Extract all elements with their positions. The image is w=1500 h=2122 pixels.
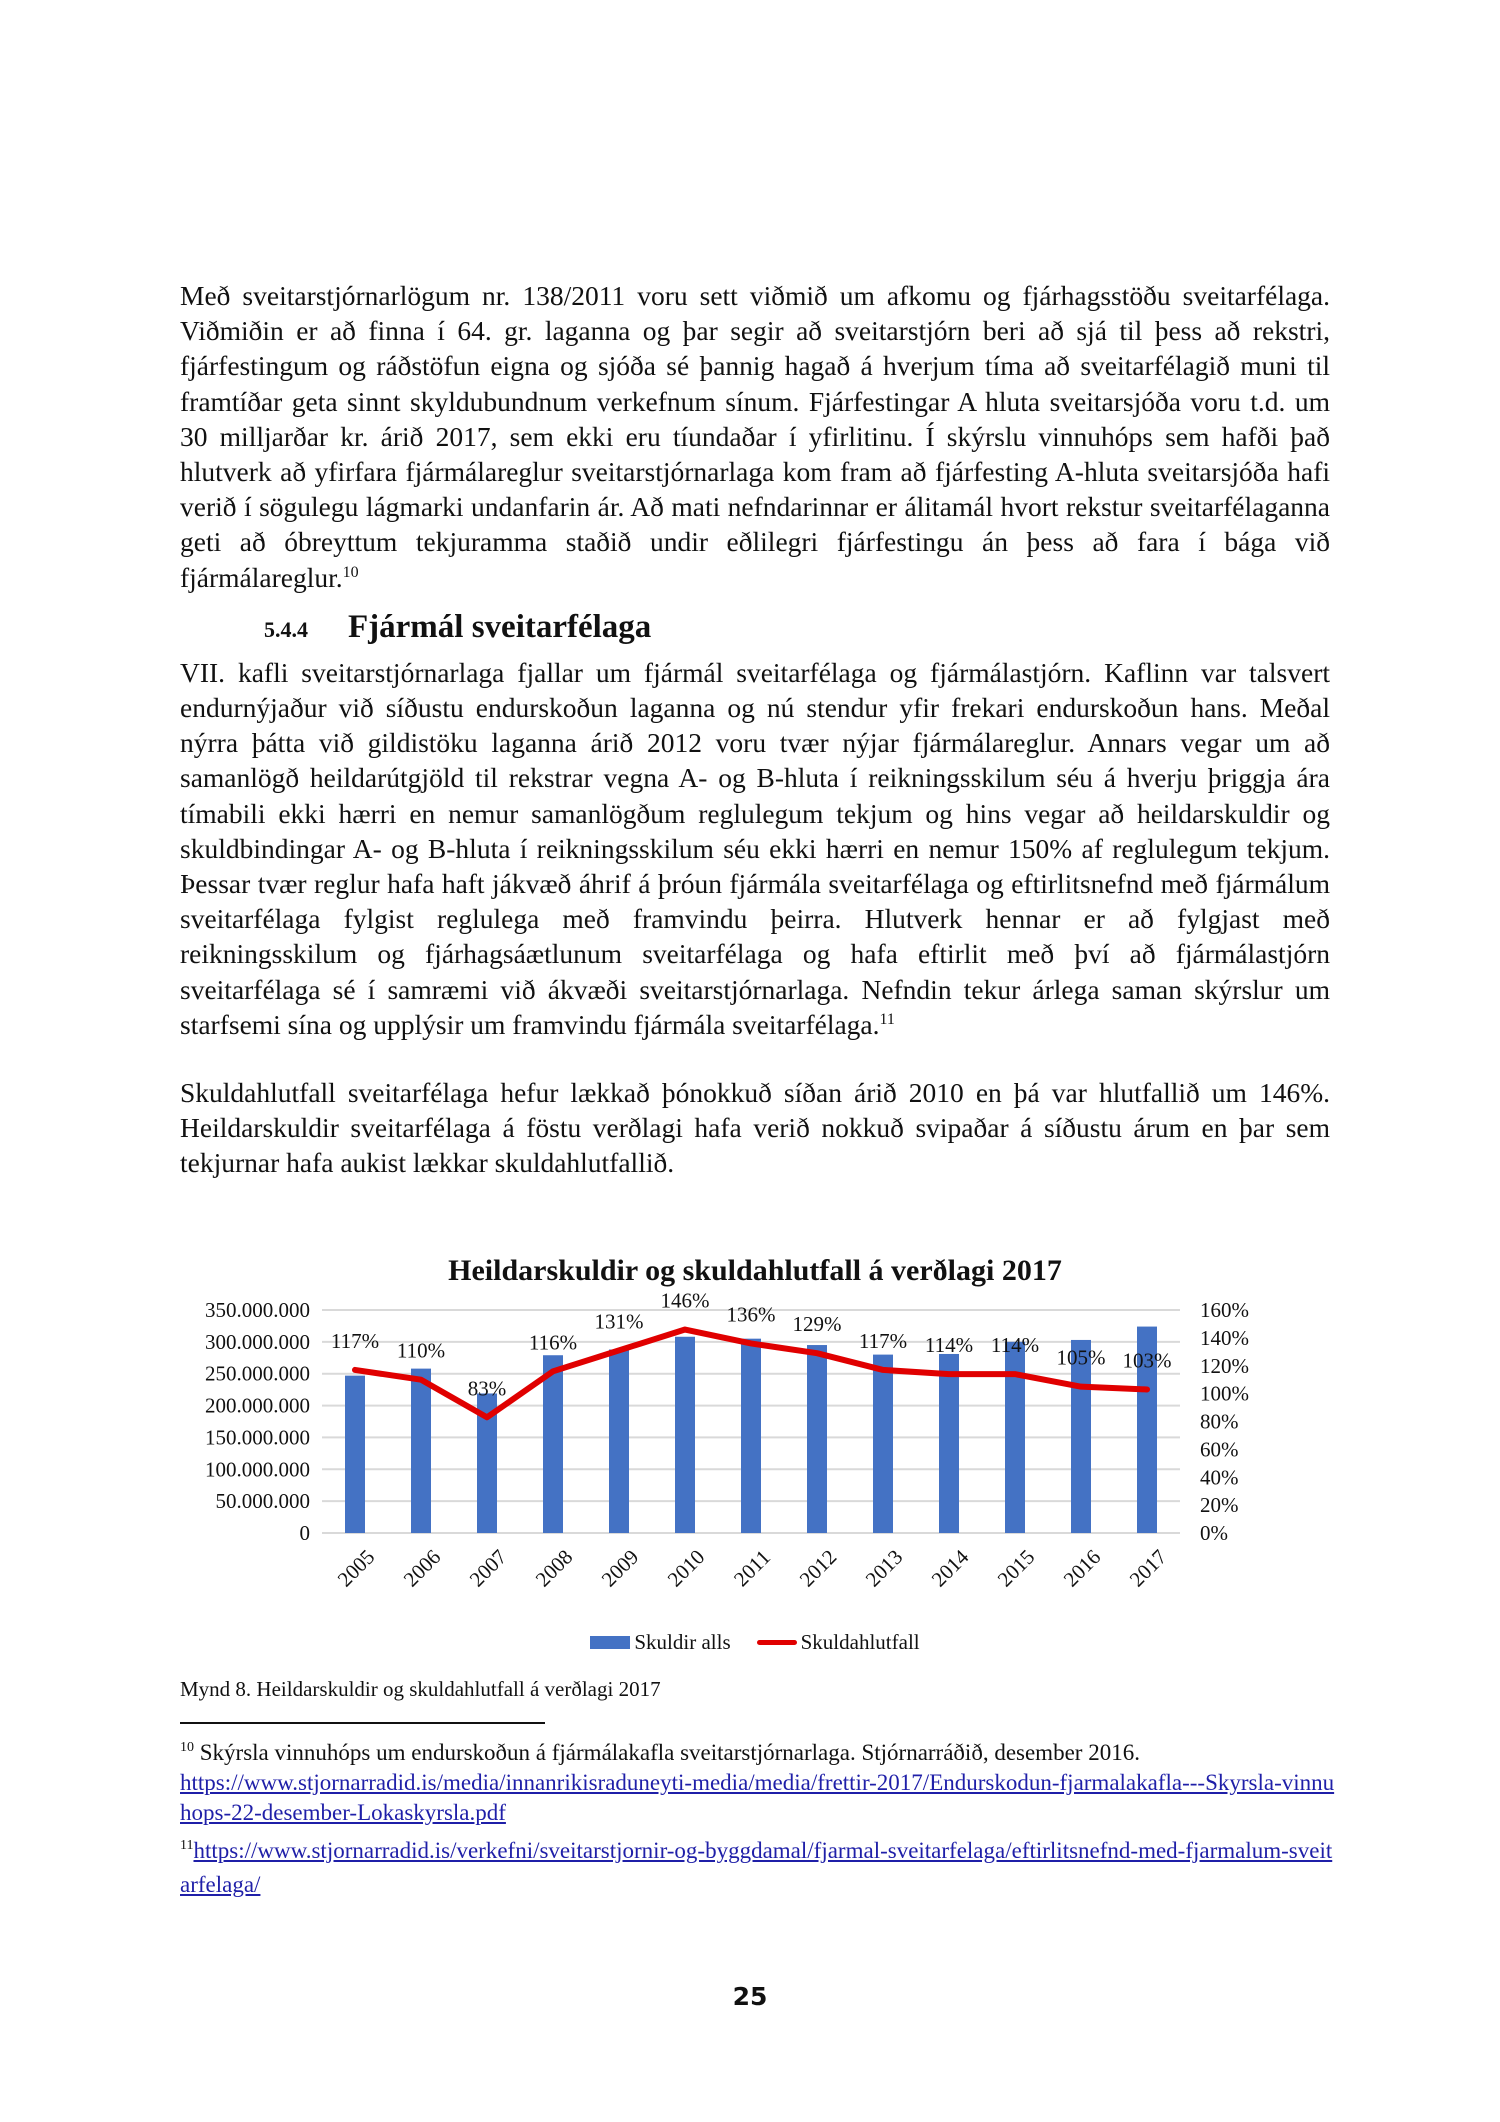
chart-title: Heildarskuldir og skuldahlutfall á verðlagi 2017 [448,1254,1062,1287]
left-axis-tick: 200.000.000 [205,1393,310,1418]
data-label: 114% [990,1333,1040,1358]
data-label: 110% [396,1338,446,1363]
left-axis-tick: 250.000.000 [205,1361,310,1386]
right-axis-tick: 40% [1200,1465,1239,1490]
section-number: 5.4.4 [264,616,308,642]
x-axis-tick: 2006 [398,1544,446,1592]
left-axis-tick: 300.000.000 [205,1329,310,1354]
bar-2014 [939,1354,959,1533]
x-axis-tick: 2016 [1058,1544,1106,1592]
page-number: 25 [732,1982,768,2011]
legend-label-skuldahlutfall: Skuldahlutfall [800,1630,920,1654]
right-axis-tick: 140% [1200,1325,1249,1350]
bar-2011 [741,1339,761,1533]
data-label: 136% [726,1302,776,1327]
data-label: 105% [1056,1345,1106,1370]
footnote-11-link[interactable]: https://www.stjornarradid.is/verkefni/sveitarstjornir-og-byggdamal/fjarmal-sveitarfelaga/eftirlitsnefnd-med-fjarmalum-sveitarfelaga/ [180,1838,1333,1897]
x-axis-tick: 2015 [992,1544,1040,1592]
x-axis-tick: 2011 [728,1544,776,1592]
section-title: Fjármál sveitarfélaga [348,608,652,645]
data-label: 103% [1122,1348,1172,1373]
legend-item-skuldir [590,1630,730,1655]
x-axis-tick: 2008 [530,1544,578,1592]
chart-plot [150,1248,1360,1628]
footnote-text: Skýrsla vinnuhóps um endurskoðun á fjármálakafla sveitarstjórnarlaga. Stjórnarráðið, desember 2016. [199,1740,1140,1765]
footnote-11 [180,1834,1340,1902]
legend-item-skuldahlutfall [757,1630,920,1655]
x-axis-tick: 2007 [464,1544,512,1592]
right-axis-tick: 60% [1200,1437,1239,1462]
right-axis-tick: 120% [1200,1353,1249,1378]
data-label: 117% [858,1328,908,1353]
bar-2015 [1005,1342,1025,1533]
paragraph-1-text: Með sveitarstjórnarlögum nr. 138/2011 voru sett viðmið um afkomu og fjárhagsstöðu sveitarfélaga. Viðmiðin er að finna í 64. gr. laganna og þar segir að sveitarstjórn beri að sjá til þess að rekstri, fjárfestingum og ráðstöfun eigna og sjóða sé þannig hagað á hverjum tíma að sveitarfélagið muni til framtíðar geta sinnt skyldubundnum verkefnum sínum. Fjárfestingar A hluta sveitarsjóða voru t.d. um 30 milljarðar kr. árið 2017, sem ekki eru tíundaðar í yfirlitinu. Í skýrslu vinnuhóps sem hafði það hlutverk að yfirfara fjármálareglur sveitarstjórnarlaga kom fram að fjárfesting A-hluta sveitarsjóða hafi verið í sögulegu lágmarki undanfarin ár. Að mati nefndarinnar er álitamál hvort rekstur sveitarfélaganna geti að óbreyttum tekjuramma staðið undir eðlilegri fjárfestingu án þess að fara í bága við fjármálareglur. [180,280,1330,593]
x-axis-tick: 2009 [596,1544,644,1592]
right-axis-tick: 80% [1200,1409,1239,1434]
footnote-10-link[interactable]: https://www.stjornarradid.is/media/innanrikisraduneyti-media/media/frettir-2017/Endurskodun-fjarmalakafla---Skyrsla-vinnuhops-22-desember-Lokaskyrsla.pdf [180,1770,1335,1825]
bar-2006 [411,1369,431,1533]
bar-2013 [873,1355,893,1533]
right-axis-tick: 100% [1200,1381,1249,1406]
footnote-separator [180,1722,545,1724]
left-axis-tick: 50.000.000 [215,1489,310,1514]
paragraph-2-text: VII. kafli sveitarstjórnarlaga fjallar um fjármál sveitarfélaga og fjármálastjórn. Kaflinn var talsvert endurnýjaður við síðustu endurskoðun laganna og nú stendur yfir frekari endurskoðun hans. Meðal nýrra þátta við gildistöku laganna árið 2012 voru tvær nýjar fjármálareglur. Annars vegar um að samanlögð heildarútgjöld til rekstrar vegna A- og B-hluta í reikningsskilum séu á hverju þriggja ára tímabili ekki hærri en nemur samanlögðum reglulegum tekjum og hins vegar að heildarskuldir og skuldbindingar A- og B-hluta í reikningsskilum séu ekki hærri en nemur 150% af reglulegum tekjum. Þessar tvær reglur hafa haft jákvæð áhrif á þróun fjármála sveitarfélaga og eftirlitsnefnd með fjármálum sveitarfélaga fylgist reglulega með framvindu þeirra. Hlutverk hennar er að fylgjast með reikningsskilum og fjárhagsáætlunum sveitarfélaga og hafa eftirlit með því að fjármálastjórn sveitarfélaga sé í samræmi við ákvæði sveitarstjórnarlaga. Nefndin tekur árlega saman skýrslur um starfsemi sína og upplýsir um framvindu fjármála sveitarfélaga. [180,656,1330,1040]
left-axis-tick: 100.000.000 [205,1457,310,1482]
document-body [180,278,1330,1181]
footnote-ref-11[interactable]: 11 [879,1010,895,1028]
right-axis-tick: 160% [1200,1298,1249,1322]
footnote-number: 11 [180,1838,194,1853]
combo-chart [150,1248,1360,1718]
footnotes [180,1738,1340,1902]
paragraph-1 [180,278,1330,595]
data-label: 117% [330,1328,380,1353]
bar-swatch-icon [590,1636,630,1649]
footnote-ref-10[interactable]: 10 [342,563,359,581]
chart-legend [150,1630,1360,1655]
x-axis-tick: 2005 [332,1544,380,1592]
paragraph-2 [180,655,1330,1042]
figure-caption: Mynd 8. Heildarskuldir og skuldahlutfall á verðlagi 2017 [180,1677,661,1701]
data-label: 83% [467,1376,507,1401]
section-heading [180,609,1330,655]
left-axis-tick: 150.000.000 [205,1425,310,1450]
data-label: 116% [528,1330,578,1355]
footnote-number: 10 [180,1740,194,1755]
data-label: 131% [594,1309,644,1334]
x-axis-tick: 2017 [1124,1544,1172,1592]
data-label: 146% [660,1288,710,1313]
x-axis-tick: 2010 [662,1544,710,1592]
x-axis-tick: 2014 [926,1544,974,1592]
right-axis-tick: 20% [1200,1493,1239,1518]
bar-2010 [675,1337,695,1533]
line-swatch-icon [757,1640,797,1645]
x-axis-tick: 2013 [860,1544,908,1592]
right-axis-tick: 0% [1200,1521,1228,1545]
bar-2008 [543,1355,563,1533]
paragraph-3: Skuldahlutfall sveitarfélaga hefur lækkað þónokkuð síðan árið 2010 en þá var hlutfallið um 146%. Heildarskuldir sveitarfélaga á föstu verðlagi hafa verið nokkuð svipaðar á síðustu árum en þar sem tekjurnar hafa aukist lækkar skuldahlutfallið. [180,1077,1330,1179]
data-label: 129% [792,1312,842,1337]
left-axis-tick: 350.000.000 [205,1298,310,1322]
left-axis-tick: 0 [299,1521,310,1545]
footnote-10 [180,1738,1340,1828]
bar-2009 [609,1350,629,1533]
x-axis-tick: 2012 [794,1544,842,1592]
bar-2012 [807,1345,827,1533]
data-label: 114% [924,1333,974,1358]
legend-label-skuldir: Skuldir alls [634,1630,731,1654]
bar-2005 [345,1376,365,1533]
